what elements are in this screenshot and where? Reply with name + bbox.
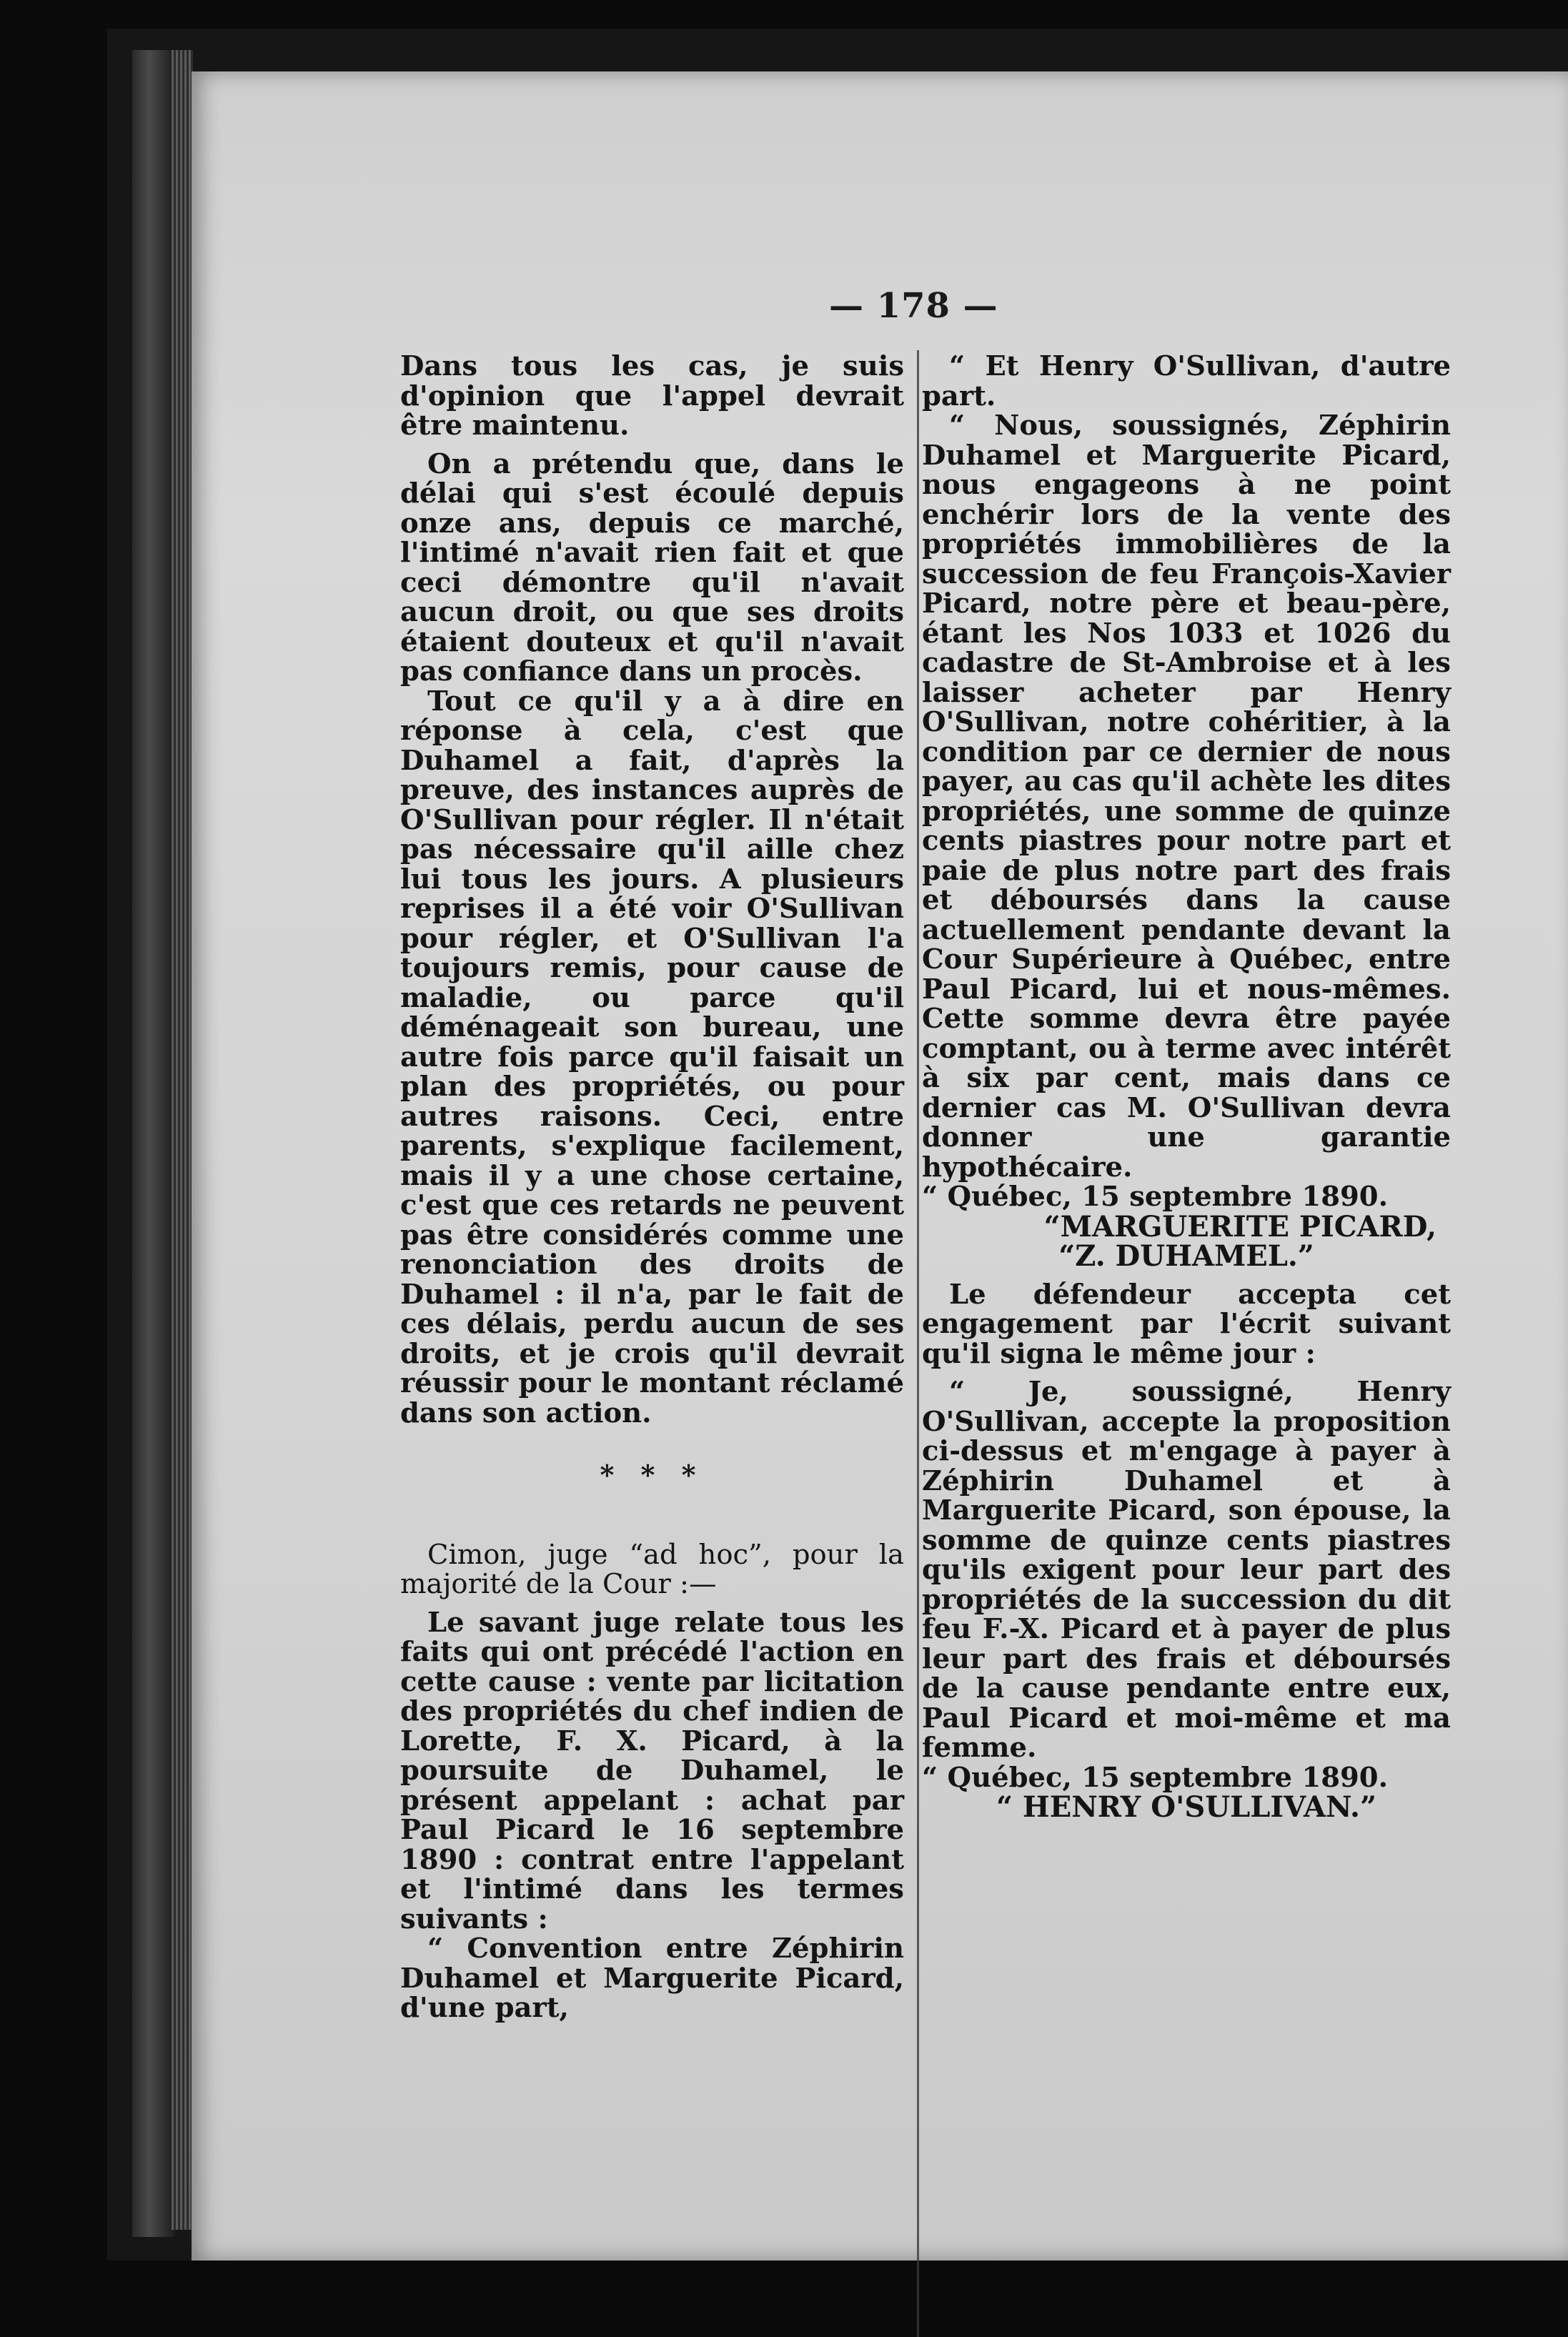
left-paragraph-4: Cimon, juge “ad hoc”, pour la majorité de la Cour :— (400, 1538, 904, 1600)
left-paragraph-3: Tout ce qu'il y a à dire en réponse à cela, c'est que Duhamel a fait, d'après la preuve, des instances auprès de O'Sullivan pour régler. Il n'était pas nécessaire qu'il aille chez lui tous les jours. A plusieurs reprises il a été voir O'Sullivan pour régler, et O'Sullivan l'a toujours remis, pour cause de maladie, ou parce qu'il déménageait son bureau, une autre fois parce qu'il faisait un plan des propriétés, ou pour autres raisons. Ceci, entre parents, s'explique facilement, mais il y a une chose certaine, c'est que ces retards ne peuvent pas être considérés comme une renonciation des droits de Duhamel : il n'a, par le fait de ces délais, perdu aucun de ses droits, et je crois qu'il devrait réussir pour le montant réclamé dans son action. (400, 685, 904, 1429)
right-paragraph-2: “ Nous, soussignés, Zéphirin Duhamel et Marguerite Picard, nous engageons à ne point enchérir lors de la vente des propriétés immobilières de la succession de feu François-Xavier Picard, notre père et beau-père, étant les Nos 1033 et 1026 du cadastre de St-Ambroise et à les laisser acheter par Henry O'Sullivan, notre cohéritier, à la condition par ce dernier de nous payer, au cas qu'il achète les dites propriétés, une somme de quinze cents piastres pour notre part et paie de plus notre part des frais et déboursés dans la cause actuellement pendante devant la Cour Supérieure à Québec, entre Paul Picard, lui et nous-mêmes. Cette somme devra être payée comptant, ou à terme avec intérêt à six par cent, mais dans ce dernier cas M. O'Sullivan devra donner une garantie hypothécaire. (922, 410, 1451, 1184)
right-date-2: “ Québec, 15 septembre 1890. (922, 1761, 1388, 1794)
column-divider (917, 350, 919, 2337)
page-edges (172, 50, 193, 2230)
left-column (400, 352, 904, 2023)
right-paragraph-5: “ Je, soussigné, Henry O'Sullivan, accepte la proposition ci-dessus et m'engage à payer à Zéphirin Duhamel et à Marguerite Picard, son épouse, la somme de quinze cents piastres qu'ils exigent pour leur part des propriétés de la succession du dit feu F.-X. Picard et à payer de plus leur part des frais et déboursés de la cause pendante entre eux, Paul Picard et moi-même et ma femme. (922, 1376, 1451, 1764)
right-paragraph-4: Le défendeur accepta cet engagement par l'écrit suivant qu'il signa le même jour : (922, 1278, 1451, 1370)
right-paragraph-1: “ Et Henry O'Sullivan, d'autre part. (922, 350, 1451, 412)
right-date-1: “ Québec, 15 septembre 1890. (922, 1181, 1388, 1213)
left-paragraph-6: “ Convention entre Zéphirin Duhamel et Marguerite Picard, d'une part, (400, 1932, 904, 2024)
book-binding (132, 50, 175, 2237)
right-column (922, 352, 1451, 1822)
left-paragraph-5: Le savant juge relate tous les faits qui ont précédé l'action en cette cause : vente par licitation des propriétés du chef indien de Lorette, F. X. Picard, à la poursuite de Duhamel, le présent appelant : achat par Paul Picard le 16 septembre 1890 : contrat entre l'appelant et l'intimé dans les termes suivants : (400, 1606, 904, 1935)
left-paragraph-2: On a prétendu que, dans le délai qui s'est écoulé depuis onze ans, depuis ce marché, l'intimé n'avait rien fait et que ceci démontre qu'il n'avait aucun droit, ou que ses droits étaient douteux et qu'il n'avait pas confiance dans un procès. (400, 447, 904, 688)
signature-osullivan: “ HENRY O'SULLIVAN.” (996, 1790, 1376, 1824)
left-paragraph-1: Dans tous les cas, je suis d'opinion que l'appel devrait être maintenu. (400, 350, 904, 442)
signature-marguerite: “MARGUERITE PICARD, (1043, 1209, 1436, 1244)
signature-duhamel: “Z. DUHAMEL.” (1058, 1239, 1314, 1273)
section-break: * * * (600, 1459, 705, 1491)
page-number: — 178 — (829, 286, 998, 326)
